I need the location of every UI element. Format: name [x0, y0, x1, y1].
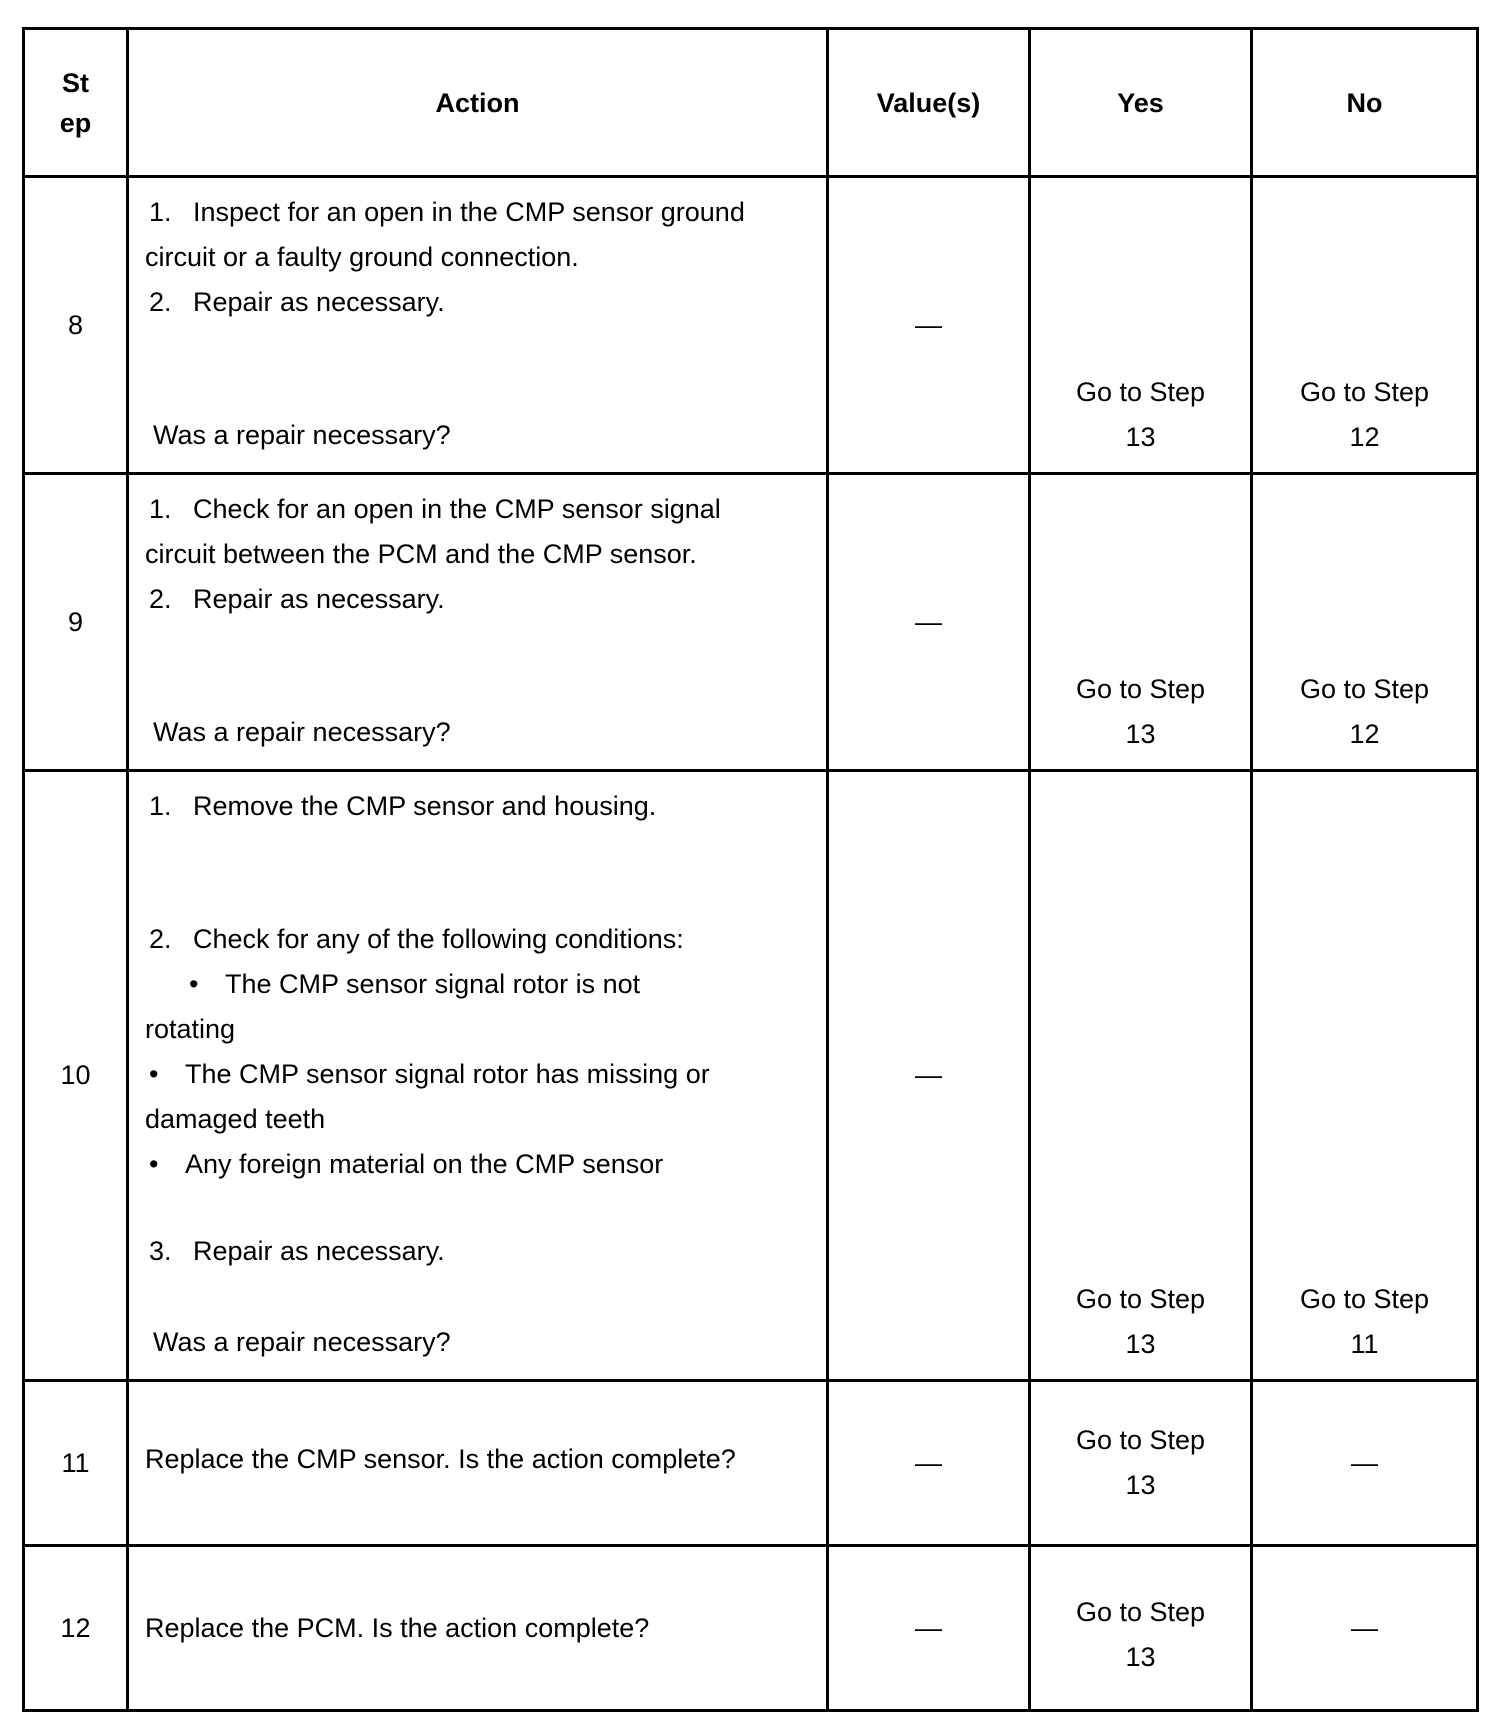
action-cell: Replace the PCM. Is the action complete? [128, 1546, 828, 1711]
header-no: No [1252, 29, 1478, 177]
action-question: Was a repair necessary? [153, 420, 451, 450]
action-item: 1. Check for an open in the CMP sensor signal [149, 494, 721, 524]
action-cell [128, 474, 828, 771]
action-item: 1. Remove the CMP sensor and housing. [149, 791, 657, 821]
value-cell: — [828, 1381, 1030, 1546]
no-cell: Go to Step 12 [1252, 177, 1478, 474]
yes-cell: Go to Step 13 [1030, 177, 1252, 474]
bullet-continuation: rotating [145, 1014, 236, 1044]
bullet-item: • Any foreign material on the CMP sensor [149, 1149, 664, 1179]
header-values: Value(s) [828, 29, 1030, 177]
table-row-step-8 [24, 177, 1478, 474]
header-step: Step [24, 29, 128, 177]
table-row-step-12 [24, 1546, 1478, 1711]
header-row [24, 29, 1478, 177]
step-cell: 11 [24, 1381, 128, 1546]
action-cell [128, 771, 828, 1381]
step-cell: 12 [24, 1546, 128, 1711]
value-cell: — [828, 177, 1030, 474]
diagnostic-table [22, 27, 1479, 1712]
action-item: 2. Repair as necessary. [149, 584, 445, 614]
step-cell: 8 [24, 177, 128, 474]
header-yes: Yes [1030, 29, 1252, 177]
value-cell: — [828, 1546, 1030, 1711]
action-question: Was a repair necessary? [153, 1327, 451, 1357]
step-cell: 9 [24, 474, 128, 771]
header-action: Action [128, 29, 828, 177]
table-row-step-9 [24, 474, 1478, 771]
action-item: 2. Check for any of the following conditions: [149, 924, 684, 954]
no-cell: — [1252, 1546, 1478, 1711]
action-cell: Replace the CMP sensor. Is the action complete? [128, 1381, 828, 1546]
action-item: 3. Repair as necessary. [149, 1236, 445, 1266]
yes-cell: Go to Step 13 [1030, 1546, 1252, 1711]
action-question: Was a repair necessary? [153, 717, 451, 747]
yes-cell: Go to Step 13 [1030, 1381, 1252, 1546]
yes-cell: Go to Step 13 [1030, 474, 1252, 771]
value-cell: — [828, 771, 1030, 1381]
no-cell: Go to Step 12 [1252, 474, 1478, 771]
bullet-item: • The CMP sensor signal rotor is not [189, 969, 641, 999]
yes-cell: Go to Step 13 [1030, 771, 1252, 1381]
table-row-step-11 [24, 1381, 1478, 1546]
bullet-continuation: damaged teeth [145, 1104, 326, 1134]
no-cell: — [1252, 1381, 1478, 1546]
bullet-item: • The CMP sensor signal rotor has missing or [149, 1059, 710, 1089]
no-cell: Go to Step 11 [1252, 771, 1478, 1381]
step-cell: 10 [24, 771, 128, 1381]
value-cell: — [828, 474, 1030, 771]
action-cell [128, 177, 828, 474]
action-item: 1. Inspect for an open in the CMP sensor ground [149, 197, 745, 227]
table-row-step-10 [24, 771, 1478, 1381]
action-item: 2. Repair as necessary. [149, 287, 445, 317]
action-item-continuation: circuit or a faulty ground connection. [145, 242, 579, 272]
action-item-continuation: circuit between the PCM and the CMP sensor. [145, 539, 697, 569]
